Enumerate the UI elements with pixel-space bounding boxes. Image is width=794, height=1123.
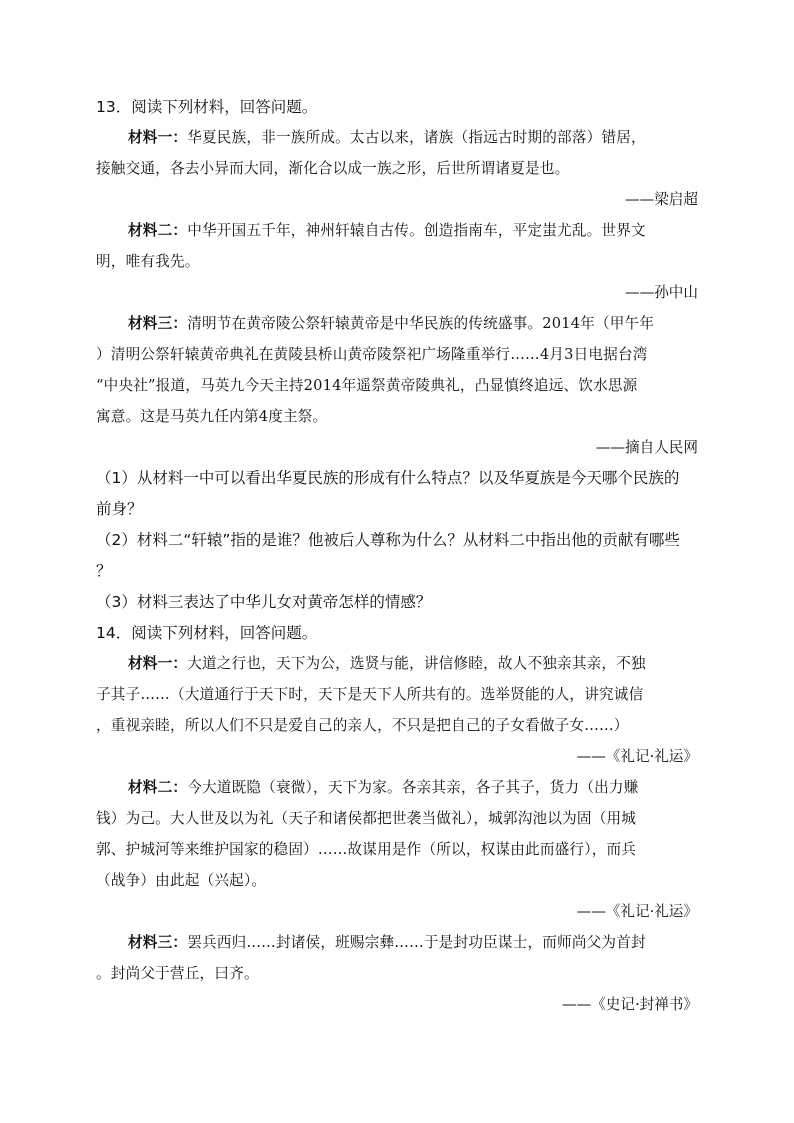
q13-material-3-text-line-1: 清明节在黄帝陵公祭轩辕黄帝是中华民族的传统盛事。2014年（甲午年	[187, 315, 655, 332]
q13-material-1	[96, 122, 698, 153]
q13-material-3-text-line-2: ）清明公祭轩辕黄帝典礼在黄陵县桥山黄帝陵祭祀广场隆重举行……4月3日电据台湾	[96, 346, 648, 363]
q13-material-2	[96, 215, 698, 246]
q14-material-2-text-line-4: （战争）由此起（兴起）。	[96, 872, 267, 889]
q13-material-1-text-line-2: 接触交通，各去小异而大同，渐化合以成一族之形，后世所谓诸夏是也。	[96, 160, 570, 177]
q14-material-1	[96, 648, 698, 679]
q13-material-2-source: ——孙中山	[625, 284, 698, 301]
q13-subquestion-1-line-1: （1）从材料一中可以看出华夏民族的形成有什么特点？以及华夏族是今天哪个民族的	[96, 469, 680, 487]
q14-material-1-text-line-2: 子其子……（大道通行于天下时，天下是天下人所共有的。选举贤能的人，讲究诚信	[96, 686, 644, 703]
q13-material-3-text-line-4: 寓意。这是马英九任内第4度主祭。	[96, 408, 328, 425]
document-page	[96, 92, 698, 1020]
q13-material-1-text-line-1: 华夏民族，非一族所成。太古以来，诸族（指远古时期的部落）错居，	[187, 129, 646, 146]
q14-material-2-text-line-2: 钱）为己。大人世及以为礼（天子和诸侯都把世袭当做礼），城郭沟池以为固（用城	[96, 810, 637, 827]
q13-subquestion-3: （3）材料三表达了中华儿女对黄帝怎样的情感？	[96, 593, 432, 611]
q14-material-2-label: 材料二：	[128, 779, 188, 796]
q13-material-3-label: 材料三：	[128, 315, 188, 332]
q13-material-2-text-line-1: 中华开国五千年，神州轩辕自古传。创造指南车，平定蚩尤乱。世界文	[187, 222, 646, 239]
q14-material-2-text-line-1: 今大道既隐（衰微），天下为家。各亲其亲，各子其子，货力（出力赚	[187, 779, 639, 796]
q14-material-1-label: 材料一：	[128, 655, 188, 672]
q14-material-1-text-line-1: 大道之行也，天下为公，选贤与能，讲信修睦，故人不独亲其亲，不独	[187, 655, 646, 672]
q14-material-2	[96, 772, 698, 803]
q13-material-1-label: 材料一：	[128, 129, 188, 146]
q13-material-3-source: ——摘自人民网	[595, 439, 698, 456]
question-14-title: 14．阅读下列材料，回答问题。	[96, 624, 318, 642]
q13-material-1-source: ——梁启超	[625, 191, 698, 208]
q14-material-3-source: ——《史记·封禅书》	[562, 996, 698, 1013]
q13-subquestion-1-line-2: 前身？	[96, 500, 143, 518]
q14-material-3-text-line-2: 。封尚父于营丘，曰齐。	[96, 965, 259, 982]
q14-material-3-text-line-1: 罢兵西归……封诸侯，班赐宗彝……于是封功臣谋士，而师尚父为首封	[187, 934, 646, 951]
q14-material-1-text-line-3: ，重视亲睦，所以人们不只是爱自己的亲人，不只是把自己的子女看做子女……）	[96, 717, 629, 734]
q13-material-2-label: 材料二：	[128, 222, 188, 239]
question-13-title: 13．阅读下列材料，回答问题。	[96, 98, 318, 116]
q13-material-3	[96, 308, 698, 339]
q13-material-3-text-line-3: “中央社”报道，马英九今天主持2014年遥祭黄帝陵典礼，凸显慎终追远、饮水思源	[96, 377, 638, 394]
q14-material-2-source: ——《礼记·礼运》	[576, 903, 698, 920]
q14-material-1-source: ——《礼记·礼运》	[576, 748, 698, 765]
q13-material-2-text-line-2: 明，唯有我先。	[96, 253, 200, 270]
q14-material-3	[96, 927, 698, 958]
q13-subquestion-2-line-2: ？	[96, 562, 112, 580]
q14-material-3-label: 材料三：	[128, 934, 188, 951]
q13-subquestion-2-line-1: （2）材料二“轩辕”指的是谁？他被后人尊称为什么？从材料二中指出他的贡献有哪些	[96, 531, 680, 549]
q14-material-2-text-line-3: 郭、护城河等来维护国家的稳固）……故谋用是作（所以，权谋由此而盛行），而兵	[96, 841, 637, 858]
